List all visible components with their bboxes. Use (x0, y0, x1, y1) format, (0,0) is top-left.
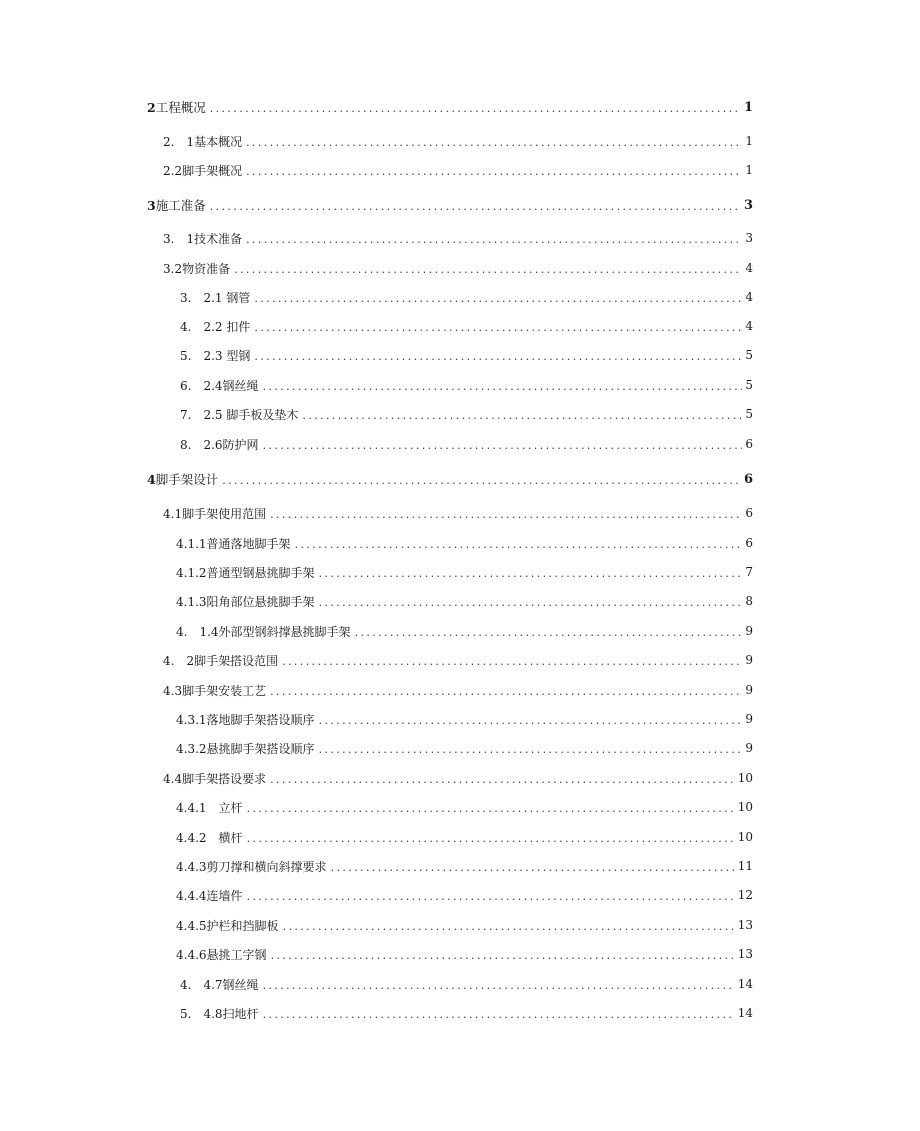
toc-page-number: 4 (745, 290, 753, 304)
toc-number: 7. 2.5 (180, 407, 223, 422)
dot-leader (319, 596, 743, 609)
toc-entry-4-4-3[interactable] (176, 856, 753, 876)
dot-leader (331, 861, 735, 874)
dot-leader (254, 321, 742, 334)
dot-leader (222, 474, 741, 487)
toc-number: 3. 1 (163, 231, 195, 246)
toc-number: 3.2 (163, 261, 183, 276)
toc-title: 剪刀撑和横向斜撑要求 (206, 859, 327, 874)
toc-title: 立杆 (206, 800, 243, 815)
toc-title: 基本概况 (194, 134, 243, 149)
dot-leader (355, 626, 743, 639)
toc-number: 4.4.5 (176, 918, 207, 933)
toc-title: 普通型钢悬挑脚手架 (206, 565, 315, 580)
toc-entry-4-4-8[interactable] (180, 1003, 753, 1023)
toc-number: 3 (147, 198, 156, 213)
toc-page-number: 11 (737, 859, 753, 873)
toc-page-number: 3 (745, 231, 753, 245)
dot-leader (247, 832, 735, 845)
toc-title: 落地脚手架搭设顺序 (206, 712, 315, 727)
dot-leader (254, 350, 742, 363)
toc-entry-3-2-2[interactable] (180, 316, 753, 336)
dot-leader (210, 200, 741, 213)
toc-page-number: 1 (745, 134, 753, 148)
toc-entry-4-3-1[interactable] (176, 709, 753, 729)
toc-number: 4.1.2 (176, 565, 207, 580)
toc-entry-4-4-1[interactable] (176, 797, 753, 817)
toc-number: 3. 2.1 (180, 290, 223, 305)
toc-number: 4.3.1 (176, 712, 207, 727)
toc-number: 4.4.2 (176, 830, 207, 845)
toc-entry-3-2-3[interactable] (180, 345, 753, 365)
toc-entry-4-4-5[interactable] (176, 915, 753, 935)
toc-page-number: 14 (737, 977, 753, 991)
toc-number: 4.4.1 (176, 800, 207, 815)
toc-number: 2 (147, 100, 156, 115)
toc-number: 4.1 (163, 506, 183, 521)
toc-entry-4-4-7[interactable] (180, 974, 753, 994)
dot-leader (270, 773, 735, 786)
toc-number: 4. 1.4 (176, 624, 219, 639)
toc-title: 悬挑工字钢 (206, 947, 267, 962)
dot-leader (263, 1008, 735, 1021)
toc-title: 钢丝绳 (222, 977, 259, 992)
toc-title: 护栏和挡脚板 (206, 918, 279, 933)
dot-leader (210, 102, 741, 115)
toc-title: 脚手架搭设范围 (194, 653, 279, 668)
toc-number: 4.4 (163, 771, 183, 786)
dot-leader (254, 292, 742, 305)
toc-page-number: 6 (745, 506, 753, 520)
toc-page-number: 8 (745, 594, 753, 608)
toc-entry-4-4[interactable] (163, 768, 753, 788)
toc-page-number: 9 (745, 653, 753, 667)
dot-leader (263, 979, 735, 992)
toc-number: 4 (147, 472, 156, 487)
dot-leader (247, 802, 735, 815)
dot-leader (295, 538, 743, 551)
toc-title: 悬挑脚手架搭设顺序 (206, 741, 315, 756)
toc-page-number: 1 (743, 99, 753, 115)
toc-entry-3-1[interactable] (163, 228, 753, 248)
toc-page-number: 1 (745, 163, 753, 177)
toc-number: 5. 4.8 (180, 1006, 223, 1021)
toc-page-number: 10 (737, 830, 753, 844)
toc-title: 钢管 (226, 290, 251, 305)
dot-leader (282, 655, 742, 668)
dot-leader (270, 685, 742, 698)
toc-entry-4-4-6[interactable] (176, 944, 753, 964)
toc-entry-4-1-1[interactable] (176, 533, 753, 553)
toc-title: 连墙件 (206, 888, 243, 903)
toc-title: 工程概况 (155, 100, 206, 115)
toc-title: 施工准备 (155, 198, 206, 213)
toc-page-number: 13 (737, 918, 753, 932)
dot-leader (247, 890, 735, 903)
toc-number: 4. 2.2 (180, 319, 223, 334)
toc-entry-2-1[interactable] (163, 131, 753, 151)
toc-entry-4-1-3[interactable] (176, 591, 753, 611)
toc-page-number: 5 (745, 407, 753, 421)
dot-leader (234, 263, 742, 276)
dot-leader (302, 409, 742, 422)
toc-entry-4-3-2[interactable] (176, 738, 753, 758)
toc-entry-3-2-4[interactable] (180, 375, 753, 395)
toc-page-number: 3 (743, 197, 753, 213)
toc-number: 4.3.2 (176, 741, 207, 756)
toc-page-number: 6 (743, 471, 753, 487)
toc-entry-2-2[interactable] (163, 160, 753, 180)
toc-page-number: 7 (745, 565, 753, 579)
toc-page-number: 6 (745, 536, 753, 550)
toc-entry-4-1-2[interactable] (176, 562, 753, 582)
toc-page-number: 9 (745, 624, 753, 638)
toc-page-number: 9 (745, 712, 753, 726)
toc-number: 4.3 (163, 683, 183, 698)
dot-leader (246, 136, 742, 149)
toc-title: 脚手架设计 (155, 472, 219, 487)
toc-title: 防护网 (222, 437, 259, 452)
toc-title: 脚手架概况 (182, 163, 243, 178)
toc-number: 5. 2.3 (180, 348, 223, 363)
dot-leader (263, 380, 743, 393)
toc-title: 外部型钢斜撑悬挑脚手架 (218, 624, 351, 639)
toc-title: 阳角部位悬挑脚手架 (206, 594, 315, 609)
toc-number: 2. 1 (163, 134, 195, 149)
toc-page-number: 12 (737, 888, 753, 902)
toc-number: 4.4.6 (176, 947, 207, 962)
dot-leader (270, 508, 742, 521)
toc-page-number: 6 (745, 437, 753, 451)
toc-number: 4.1.3 (176, 594, 207, 609)
dot-leader (319, 714, 743, 727)
toc-title: 扫地杆 (222, 1006, 259, 1021)
toc-entry-3[interactable] (147, 195, 753, 215)
toc-title: 脚手架使用范围 (182, 506, 267, 521)
toc-number: 4.1.1 (176, 536, 207, 551)
dot-leader (319, 567, 743, 580)
toc-entry-2[interactable] (147, 97, 753, 117)
dot-leader (271, 949, 735, 962)
dot-leader (319, 743, 743, 756)
toc-page-number: 4 (745, 261, 753, 275)
toc-entry-4-4-4[interactable] (176, 885, 753, 905)
toc-number: 4.4.3 (176, 859, 207, 874)
toc-page-number: 10 (737, 771, 753, 785)
toc-entry-4-3[interactable] (163, 680, 753, 700)
toc-entry-4-2[interactable] (163, 650, 753, 670)
toc-title: 普通落地脚手架 (206, 536, 291, 551)
toc-page-number: 14 (737, 1006, 753, 1020)
toc-number: 4. 4.7 (180, 977, 223, 992)
toc-title: 钢丝绳 (222, 378, 259, 393)
toc-number: 4.4.4 (176, 888, 207, 903)
toc-page-number: 13 (737, 947, 753, 961)
toc-entry-4-1[interactable] (163, 503, 753, 523)
toc-title: 技术准备 (194, 231, 243, 246)
dot-leader (283, 920, 735, 933)
toc-number: 8. 2.6 (180, 437, 223, 452)
toc-title: 脚手板及垫木 (226, 407, 299, 422)
dot-leader (263, 439, 743, 452)
toc-entry-4[interactable] (147, 469, 753, 489)
toc-entry-3-2-5[interactable] (180, 404, 753, 424)
toc-entry-4-4-2[interactable] (176, 827, 753, 847)
toc-title: 脚手架安装工艺 (182, 683, 267, 698)
toc-page-number: 5 (745, 378, 753, 392)
toc-page-number: 4 (745, 319, 753, 333)
toc-number: 6. 2.4 (180, 378, 223, 393)
toc-title: 扣件 (226, 319, 251, 334)
toc-entry-3-2-1[interactable] (180, 287, 753, 307)
toc-title: 横杆 (206, 830, 243, 845)
toc-entry-3-2[interactable] (163, 258, 753, 278)
dot-leader (246, 165, 742, 178)
toc-page-number: 9 (745, 683, 753, 697)
toc-title: 脚手架搭设要求 (182, 771, 267, 786)
dot-leader (246, 233, 742, 246)
toc-entry-4-1-4[interactable] (176, 621, 753, 641)
toc-entry-3-2-6[interactable] (180, 434, 753, 454)
toc-title: 型钢 (226, 348, 251, 363)
toc-title: 物资准备 (182, 261, 231, 276)
toc-page-number: 9 (745, 741, 753, 755)
toc-page-number: 10 (737, 800, 753, 814)
toc-page-number: 5 (745, 348, 753, 362)
toc-number: 4. 2 (163, 653, 195, 668)
toc-number: 2.2 (163, 163, 183, 178)
